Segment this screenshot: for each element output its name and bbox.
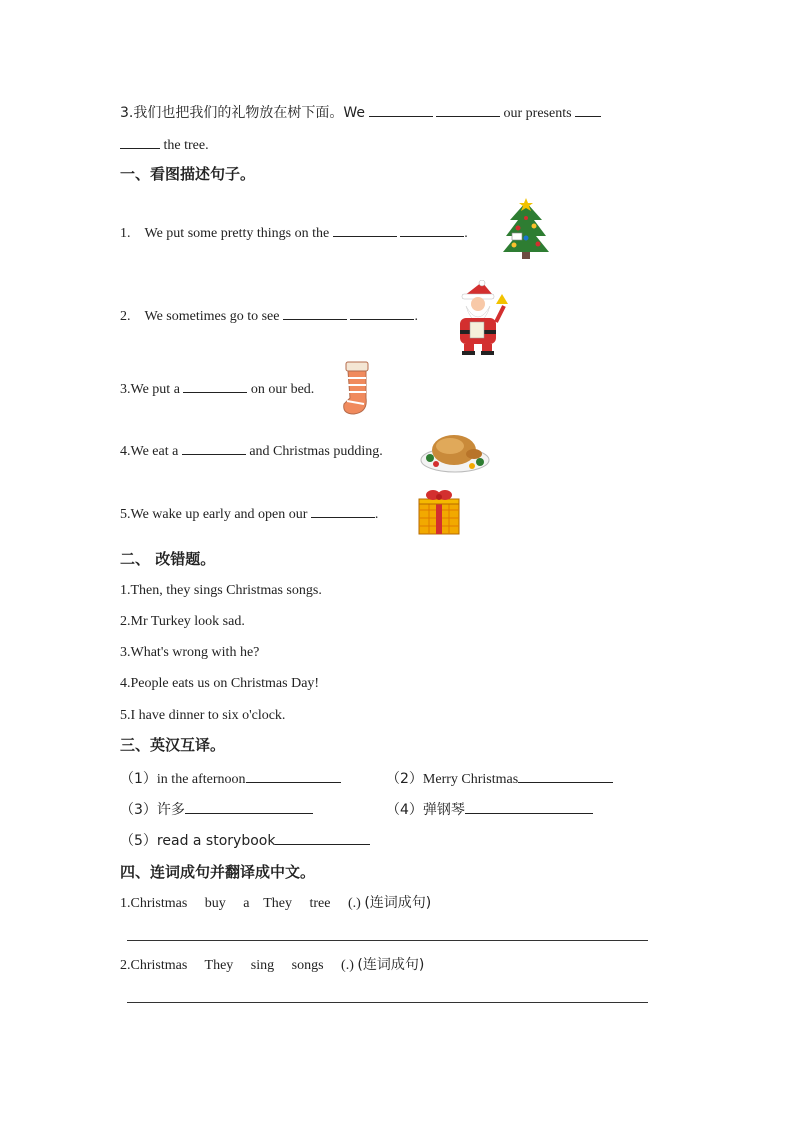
answer-blank[interactable] — [120, 134, 160, 149]
roast-turkey-icon — [420, 424, 490, 474]
s1-item-2: 2. We sometimes go to see . — [120, 305, 418, 327]
s3-item-1: （1）in the afternoon — [120, 768, 341, 790]
gift-box-icon — [416, 488, 462, 536]
s1-item-4: 4.We eat a and Christmas pudding. — [120, 440, 383, 462]
q3-mid: our presents — [503, 106, 572, 121]
s2-item: 3.What's wrong with he? — [120, 645, 260, 660]
section-title-3: 三、英汉互译。 — [120, 736, 226, 754]
s3-item-4: （4）弹钢琴 — [386, 799, 593, 820]
q3-line1 — [120, 102, 601, 124]
answer-blank[interactable] — [518, 768, 613, 783]
stocking-icon — [338, 360, 378, 418]
section-title-1: 一、看图描述句子。 — [120, 165, 256, 183]
santa-claus-icon — [452, 280, 514, 356]
answer-blank[interactable] — [436, 102, 500, 117]
answer-blank[interactable] — [183, 378, 247, 393]
s3-item-2: （2）Merry Christmas — [386, 768, 613, 790]
s2-item: 4.People eats us on Christmas Day! — [120, 676, 320, 691]
s2-item: 1.Then, they sings Christmas songs. — [120, 583, 322, 598]
answer-blank[interactable] — [400, 222, 464, 237]
s2-item: 5.I have dinner to six o'clock. — [120, 708, 286, 723]
answer-line[interactable] — [127, 1002, 648, 1003]
s1-item-1: 1. We put some pretty things on the . — [120, 222, 468, 244]
s2-item: 2.Mr Turkey look sad. — [120, 614, 245, 629]
q3-line2 — [120, 134, 209, 156]
s4-item-2: 2.Christmas They sing songs (.) (连词成句) — [120, 957, 425, 973]
section-title-2: 二、 改错题。 — [120, 550, 216, 568]
q3-end: the tree. — [163, 138, 209, 153]
answer-blank[interactable] — [311, 503, 375, 518]
answer-blank[interactable] — [246, 768, 341, 783]
answer-blank[interactable] — [275, 830, 370, 845]
s4-item-1: 1.Christmas buy a They tree (.) (连词成句) — [120, 895, 432, 911]
q3-prefix: 3.我们也把我们的礼物放在树下面。We — [120, 105, 365, 121]
answer-blank[interactable] — [575, 102, 601, 117]
s1-item-3: 3.We put a on our bed. — [120, 378, 314, 400]
section-title-4: 四、连词成句并翻译成中文。 — [120, 863, 316, 881]
answer-blank[interactable] — [350, 305, 414, 320]
answer-line[interactable] — [127, 940, 648, 941]
s3-item-5: （5）read a storybook — [120, 830, 370, 852]
answer-blank[interactable] — [185, 799, 313, 814]
answer-blank[interactable] — [369, 102, 433, 117]
answer-blank[interactable] — [283, 305, 347, 320]
answer-blank[interactable] — [465, 799, 593, 814]
s1-item-5: 5.We wake up early and open our . — [120, 503, 378, 525]
answer-blank[interactable] — [333, 222, 397, 237]
s3-item-3: （3）许多 — [120, 799, 313, 820]
answer-blank[interactable] — [182, 440, 246, 455]
christmas-tree-icon — [500, 198, 552, 260]
